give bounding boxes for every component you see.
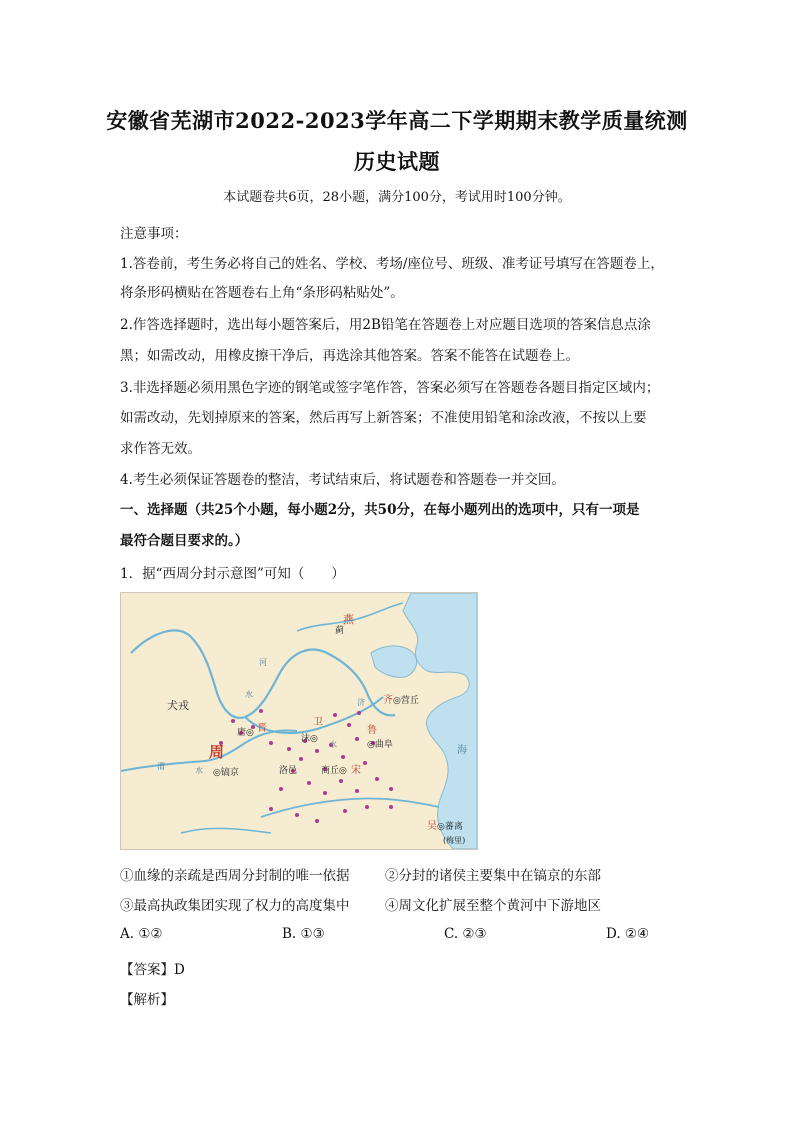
map-label-meili: (梅里) — [443, 836, 466, 845]
notice-line: 2.作答选择题时，选出每小题答案后，用2B铅笔在答题卷上对应题目选项的答案信息点涂 — [120, 317, 651, 333]
map-label-luoyi: 洛邑 — [279, 766, 298, 776]
answer: 【答案】D — [120, 962, 185, 978]
map-label-zhou: 周 — [209, 743, 225, 761]
map-label-tang: 唐◎ — [237, 728, 254, 738]
map-label-qufu: ◎曲阜 — [367, 740, 393, 750]
map-label-song: 宋 — [351, 765, 361, 776]
exam-meta: 本试题卷共6页，28小题，满分100分，考试用时100分钟。 — [223, 190, 571, 205]
map-label-haojing: ◎镐京 — [213, 768, 239, 778]
notice-line: 如需改动，先划掉原来的答案，然后再写上新答案；不准使用铅笔和涂改液，不按以上要 — [120, 410, 647, 426]
statement-4: ④周文化扩展至整个黄河中下游地区 — [385, 898, 601, 914]
map-label-wei: 卫 — [313, 717, 323, 728]
map-label-yan: 燕 — [343, 613, 354, 626]
map-label-qi: 齐 — [383, 695, 393, 706]
statement-2: ②分封的诸侯主要集中在镐京的东部 — [385, 868, 601, 884]
option-d: D. ②④ — [606, 926, 650, 942]
map-label-mo: 沫◎ — [301, 734, 318, 744]
notice-line: 4.考生必须保证答题卷的整洁，考试结束后，将试题卷和答题卷一并交回。 — [120, 472, 565, 488]
question-1-stem: 1．据“西周分封示意图”可知（ ） — [120, 566, 345, 582]
map-label-ji-river: 济 — [357, 698, 365, 707]
map-label-sea: 海 — [457, 745, 467, 756]
map-label-shangqiu: 商丘◎ — [321, 766, 347, 776]
map-label-shui: 水 — [329, 740, 337, 749]
map-label-fanli: ◎蕃离 — [437, 822, 463, 832]
map-label-wu: 吴 — [427, 821, 437, 832]
map-label-ji: 蓟 — [335, 626, 345, 636]
option-c: C. ②③ — [444, 926, 487, 942]
exam-subtitle: 历史试题 — [354, 149, 440, 174]
notice-line: 3.非选择题必须用黑色字迹的钢笔或签字笔作答，答案必须写在答题卷各题目指定区域内； — [120, 380, 660, 396]
notice-line: 1.答卷前，考生务必将自己的姓名、学校、考场/座位号、班级、准考证号填写在答题卷上， — [120, 256, 664, 272]
map-label-shui: 水 — [195, 766, 203, 775]
map-label-quanrong: 犬戎 — [167, 699, 189, 712]
analysis-heading: 【解析】 — [120, 992, 174, 1008]
notice-heading: 注意事项： — [120, 226, 188, 242]
map-label-lu: 鲁 — [367, 725, 377, 736]
statement-1: ①血缘的亲疏是西周分封制的唯一依据 — [120, 868, 350, 884]
statement-3: ③最高执政集团实现了权力的高度集中 — [120, 898, 350, 914]
map-label-wei-river: 渭 — [157, 762, 165, 771]
notice-line: 黑；如需改动，用橡皮擦干净后，再选涂其他答案。答案不能答在试题卷上。 — [120, 348, 579, 364]
option-a: A. ①② — [120, 926, 163, 942]
map-label-he: 河 — [259, 658, 267, 667]
section-heading: 一、选择题（共25个小题，每小题2分，共50分，在每小题列出的选项中，只有一项是 — [120, 502, 640, 518]
section-heading-cont: 最符合题目要求的。） — [120, 533, 249, 549]
notice-line: 将条形码横贴在答题卷右上角“条形码粘贴处”。 — [120, 285, 404, 301]
notice-line: 求作答无效。 — [120, 441, 201, 457]
option-b: B. ①③ — [282, 926, 325, 942]
exam-title: 安徽省芜湖市2022-2023学年高二下学期期末教学质量统测 — [106, 108, 688, 133]
map-label-jin: 晋 — [257, 723, 267, 734]
map-label-yingqiu: ◎营丘 — [393, 696, 419, 706]
zhou-fiefdom-map — [120, 592, 478, 850]
map-label-shui: 水 — [245, 690, 253, 699]
